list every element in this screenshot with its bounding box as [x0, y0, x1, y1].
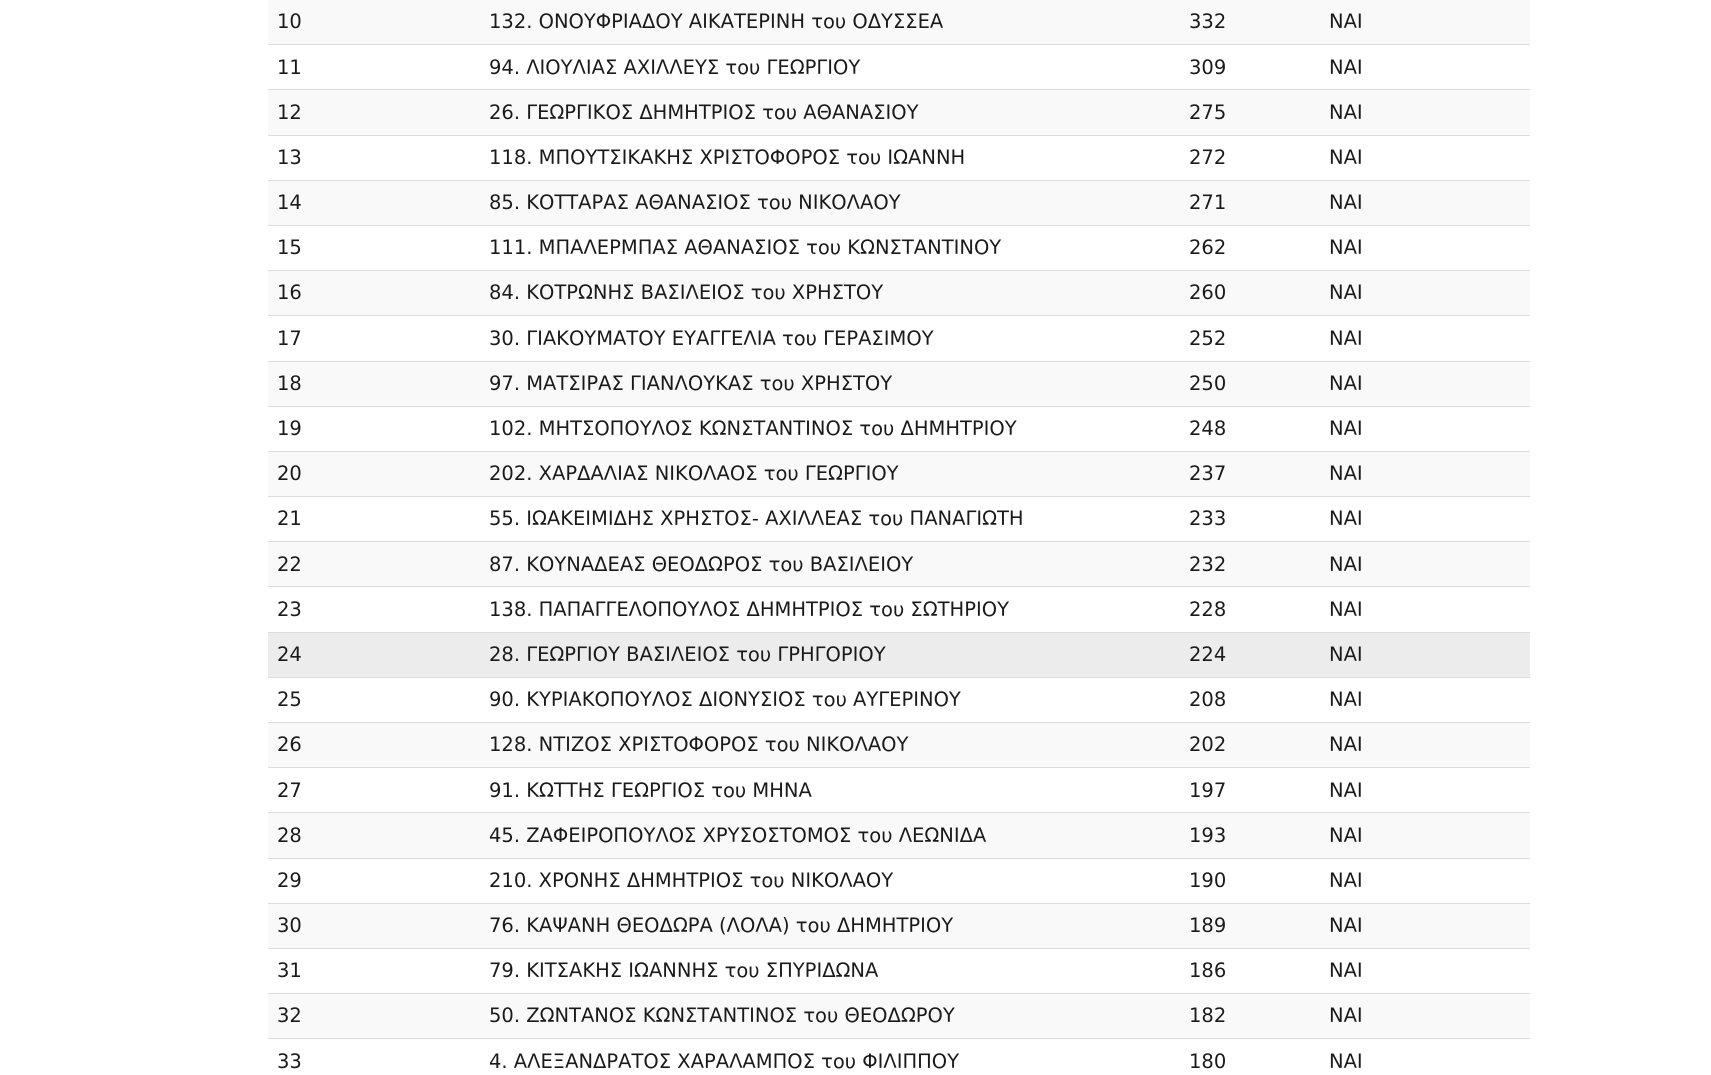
rank-cell: 33 — [268, 1039, 480, 1075]
candidate-cell: 55. ΙΩΑΚΕΙΜΙΔΗΣ ΧΡΗΣΤΟΣ- ΑΧΙΛΛΕΑΣ του ΠΑΝΑΓΙΩΤΗ — [480, 497, 1180, 542]
rank-cell: 30 — [268, 903, 480, 948]
elected-cell: ΝΑΙ — [1320, 994, 1530, 1039]
table-row — [268, 316, 1530, 361]
table-row — [268, 225, 1530, 270]
candidate-cell: 90. ΚΥΡΙΑΚΟΠΟΥΛΟΣ ΔΙΟΝΥΣΙΟΣ του ΑΥΓΕΡΙΝΟΥ — [480, 677, 1180, 722]
votes-cell: 332 — [1180, 0, 1320, 45]
candidate-cell: 79. ΚΙΤΣΑΚΗΣ ΙΩΑΝΝΗΣ του ΣΠΥΡΙΔΩΝΑ — [480, 948, 1180, 993]
table-row — [268, 90, 1530, 135]
elected-cell: ΝΑΙ — [1320, 858, 1530, 903]
elected-cell: ΝΑΙ — [1320, 587, 1530, 632]
table-row — [268, 677, 1530, 722]
rank-cell: 14 — [268, 180, 480, 225]
table-row — [268, 1039, 1530, 1075]
elected-cell: ΝΑΙ — [1320, 45, 1530, 90]
table-row — [268, 948, 1530, 993]
rank-cell: 20 — [268, 451, 480, 496]
table-row — [268, 723, 1530, 768]
results-table-body — [268, 0, 1530, 1075]
table-row — [268, 45, 1530, 90]
table-row — [268, 858, 1530, 903]
table-row — [268, 542, 1530, 587]
candidate-cell: 28. ΓΕΩΡΓΙΟΥ ΒΑΣΙΛΕΙΟΣ του ΓΡΗΓΟΡΙΟΥ — [480, 632, 1180, 677]
rank-cell: 15 — [268, 225, 480, 270]
candidate-cell: 76. ΚΑΨΑΝΗ ΘΕΟΔΩΡΑ (ΛΟΛΑ) του ΔΗΜΗΤΡΙΟΥ — [480, 903, 1180, 948]
rank-cell: 13 — [268, 135, 480, 180]
votes-cell: 224 — [1180, 632, 1320, 677]
candidate-cell: 210. ΧΡΟΝΗΣ ΔΗΜΗΤΡΙΟΣ του ΝΙΚΟΛΑΟΥ — [480, 858, 1180, 903]
votes-cell: 202 — [1180, 723, 1320, 768]
rank-cell: 18 — [268, 361, 480, 406]
votes-cell: 237 — [1180, 451, 1320, 496]
elected-cell: ΝΑΙ — [1320, 632, 1530, 677]
table-row — [268, 406, 1530, 451]
table-row — [268, 768, 1530, 813]
elected-cell: ΝΑΙ — [1320, 723, 1530, 768]
candidate-cell: 128. ΝΤΙΖΟΣ ΧΡΙΣΤΟΦΟΡΟΣ του ΝΙΚΟΛΑΟΥ — [480, 723, 1180, 768]
candidate-cell: 91. ΚΩΤΤΗΣ ΓΕΩΡΓΙΟΣ του ΜΗΝΑ — [480, 768, 1180, 813]
elected-cell: ΝΑΙ — [1320, 316, 1530, 361]
rank-cell: 32 — [268, 994, 480, 1039]
candidate-cell: 26. ΓΕΩΡΓΙΚΟΣ ΔΗΜΗΤΡΙΟΣ του ΑΘΑΝΑΣΙΟΥ — [480, 90, 1180, 135]
votes-cell: 248 — [1180, 406, 1320, 451]
candidate-cell: 84. ΚΟΤΡΩΝΗΣ ΒΑΣΙΛΕΙΟΣ του ΧΡΗΣΤΟΥ — [480, 271, 1180, 316]
candidate-cell: 118. ΜΠΟΥΤΣΙΚΑΚΗΣ ΧΡΙΣΤΟΦΟΡΟΣ του ΙΩΑΝΝΗ — [480, 135, 1180, 180]
candidate-cell: 102. ΜΗΤΣΟΠΟΥΛΟΣ ΚΩΝΣΤΑΝΤΙΝΟΣ του ΔΗΜΗΤΡΙΟΥ — [480, 406, 1180, 451]
votes-cell: 180 — [1180, 1039, 1320, 1075]
candidate-cell: 30. ΓΙΑΚΟΥΜΑΤΟΥ ΕΥΑΓΓΕΛΙΑ του ΓΕΡΑΣΙΜΟΥ — [480, 316, 1180, 361]
rank-cell: 22 — [268, 542, 480, 587]
candidate-cell: 138. ΠΑΠΑΓΓΕΛΟΠΟΥΛΟΣ ΔΗΜΗΤΡΙΟΣ του ΣΩΤΗΡΙΟΥ — [480, 587, 1180, 632]
rank-cell: 11 — [268, 45, 480, 90]
elected-cell: ΝΑΙ — [1320, 271, 1530, 316]
votes-cell: 275 — [1180, 90, 1320, 135]
rank-cell: 12 — [268, 90, 480, 135]
table-row — [268, 0, 1530, 45]
candidate-cell: 4. ΑΛΕΞΑΝΔΡΑΤΟΣ ΧΑΡΑΛΑΜΠΟΣ του ΦΙΛΙΠΠΟΥ — [480, 1039, 1180, 1075]
elected-cell: ΝΑΙ — [1320, 677, 1530, 722]
votes-cell: 232 — [1180, 542, 1320, 587]
candidate-cell: 50. ΖΩΝΤΑΝΟΣ ΚΩΝΣΤΑΝΤΙΝΟΣ του ΘΕΟΔΩΡΟΥ — [480, 994, 1180, 1039]
table-row — [268, 180, 1530, 225]
candidate-cell: 87. ΚΟΥΝΑΔΕΑΣ ΘΕΟΔΩΡΟΣ του ΒΑΣΙΛΕΙΟΥ — [480, 542, 1180, 587]
table-row — [268, 587, 1530, 632]
votes-cell: 262 — [1180, 225, 1320, 270]
rank-cell: 16 — [268, 271, 480, 316]
candidate-cell: 111. ΜΠΑΛΕΡΜΠΑΣ ΑΘΑΝΑΣΙΟΣ του ΚΩΝΣΤΑΝΤΙΝΟΥ — [480, 225, 1180, 270]
elected-cell: ΝΑΙ — [1320, 542, 1530, 587]
elected-cell: ΝΑΙ — [1320, 135, 1530, 180]
elected-cell: ΝΑΙ — [1320, 768, 1530, 813]
rank-cell: 10 — [268, 0, 480, 45]
votes-cell: 272 — [1180, 135, 1320, 180]
table-row — [268, 451, 1530, 496]
votes-cell: 193 — [1180, 813, 1320, 858]
votes-cell: 252 — [1180, 316, 1320, 361]
candidate-cell: 94. ΛΙΟΥΛΙΑΣ ΑΧΙΛΛΕΥΣ του ΓΕΩΡΓΙΟΥ — [480, 45, 1180, 90]
rank-cell: 26 — [268, 723, 480, 768]
table-row — [268, 497, 1530, 542]
candidate-cell: 97. ΜΑΤΣΙΡΑΣ ΓΙΑΝΛΟΥΚΑΣ του ΧΡΗΣΤΟΥ — [480, 361, 1180, 406]
rank-cell: 23 — [268, 587, 480, 632]
elected-cell: ΝΑΙ — [1320, 361, 1530, 406]
table-row — [268, 632, 1530, 677]
elected-cell: ΝΑΙ — [1320, 180, 1530, 225]
candidate-cell: 85. ΚΟΤΤΑΡΑΣ ΑΘΑΝΑΣΙΟΣ του ΝΙΚΟΛΑΟΥ — [480, 180, 1180, 225]
votes-cell: 260 — [1180, 271, 1320, 316]
rank-cell: 17 — [268, 316, 480, 361]
elected-cell: ΝΑΙ — [1320, 948, 1530, 993]
table-row — [268, 903, 1530, 948]
votes-cell: 189 — [1180, 903, 1320, 948]
rank-cell: 24 — [268, 632, 480, 677]
rank-cell: 28 — [268, 813, 480, 858]
table-row — [268, 994, 1530, 1039]
rank-cell: 29 — [268, 858, 480, 903]
candidate-cell: 45. ΖΑΦΕΙΡΟΠΟΥΛΟΣ ΧΡΥΣΟΣΤΟΜΟΣ του ΛΕΩΝΙΔΑ — [480, 813, 1180, 858]
votes-cell: 271 — [1180, 180, 1320, 225]
rank-cell: 21 — [268, 497, 480, 542]
table-row — [268, 135, 1530, 180]
votes-cell: 197 — [1180, 768, 1320, 813]
votes-cell: 233 — [1180, 497, 1320, 542]
votes-cell: 250 — [1180, 361, 1320, 406]
elected-cell: ΝΑΙ — [1320, 903, 1530, 948]
rank-cell: 31 — [268, 948, 480, 993]
results-table — [268, 0, 1530, 1075]
votes-cell: 208 — [1180, 677, 1320, 722]
elected-cell: ΝΑΙ — [1320, 1039, 1530, 1075]
rank-cell: 27 — [268, 768, 480, 813]
table-row — [268, 813, 1530, 858]
elected-cell: ΝΑΙ — [1320, 225, 1530, 270]
elected-cell: ΝΑΙ — [1320, 497, 1530, 542]
votes-cell: 186 — [1180, 948, 1320, 993]
rank-cell: 25 — [268, 677, 480, 722]
candidate-cell: 132. ΟΝΟΥΦΡΙΑΔΟΥ ΑΙΚΑΤΕΡΙΝΗ του ΟΔΥΣΣΕΑ — [480, 0, 1180, 45]
votes-cell: 228 — [1180, 587, 1320, 632]
elected-cell: ΝΑΙ — [1320, 0, 1530, 45]
table-row — [268, 271, 1530, 316]
elected-cell: ΝΑΙ — [1320, 813, 1530, 858]
votes-cell: 190 — [1180, 858, 1320, 903]
candidate-cell: 202. ΧΑΡΔΑΛΙΑΣ ΝΙΚΟΛΑΟΣ του ΓΕΩΡΓΙΟΥ — [480, 451, 1180, 496]
table-row — [268, 361, 1530, 406]
votes-cell: 309 — [1180, 45, 1320, 90]
rank-cell: 19 — [268, 406, 480, 451]
votes-cell: 182 — [1180, 994, 1320, 1039]
elected-cell: ΝΑΙ — [1320, 406, 1530, 451]
elected-cell: ΝΑΙ — [1320, 90, 1530, 135]
elected-cell: ΝΑΙ — [1320, 451, 1530, 496]
